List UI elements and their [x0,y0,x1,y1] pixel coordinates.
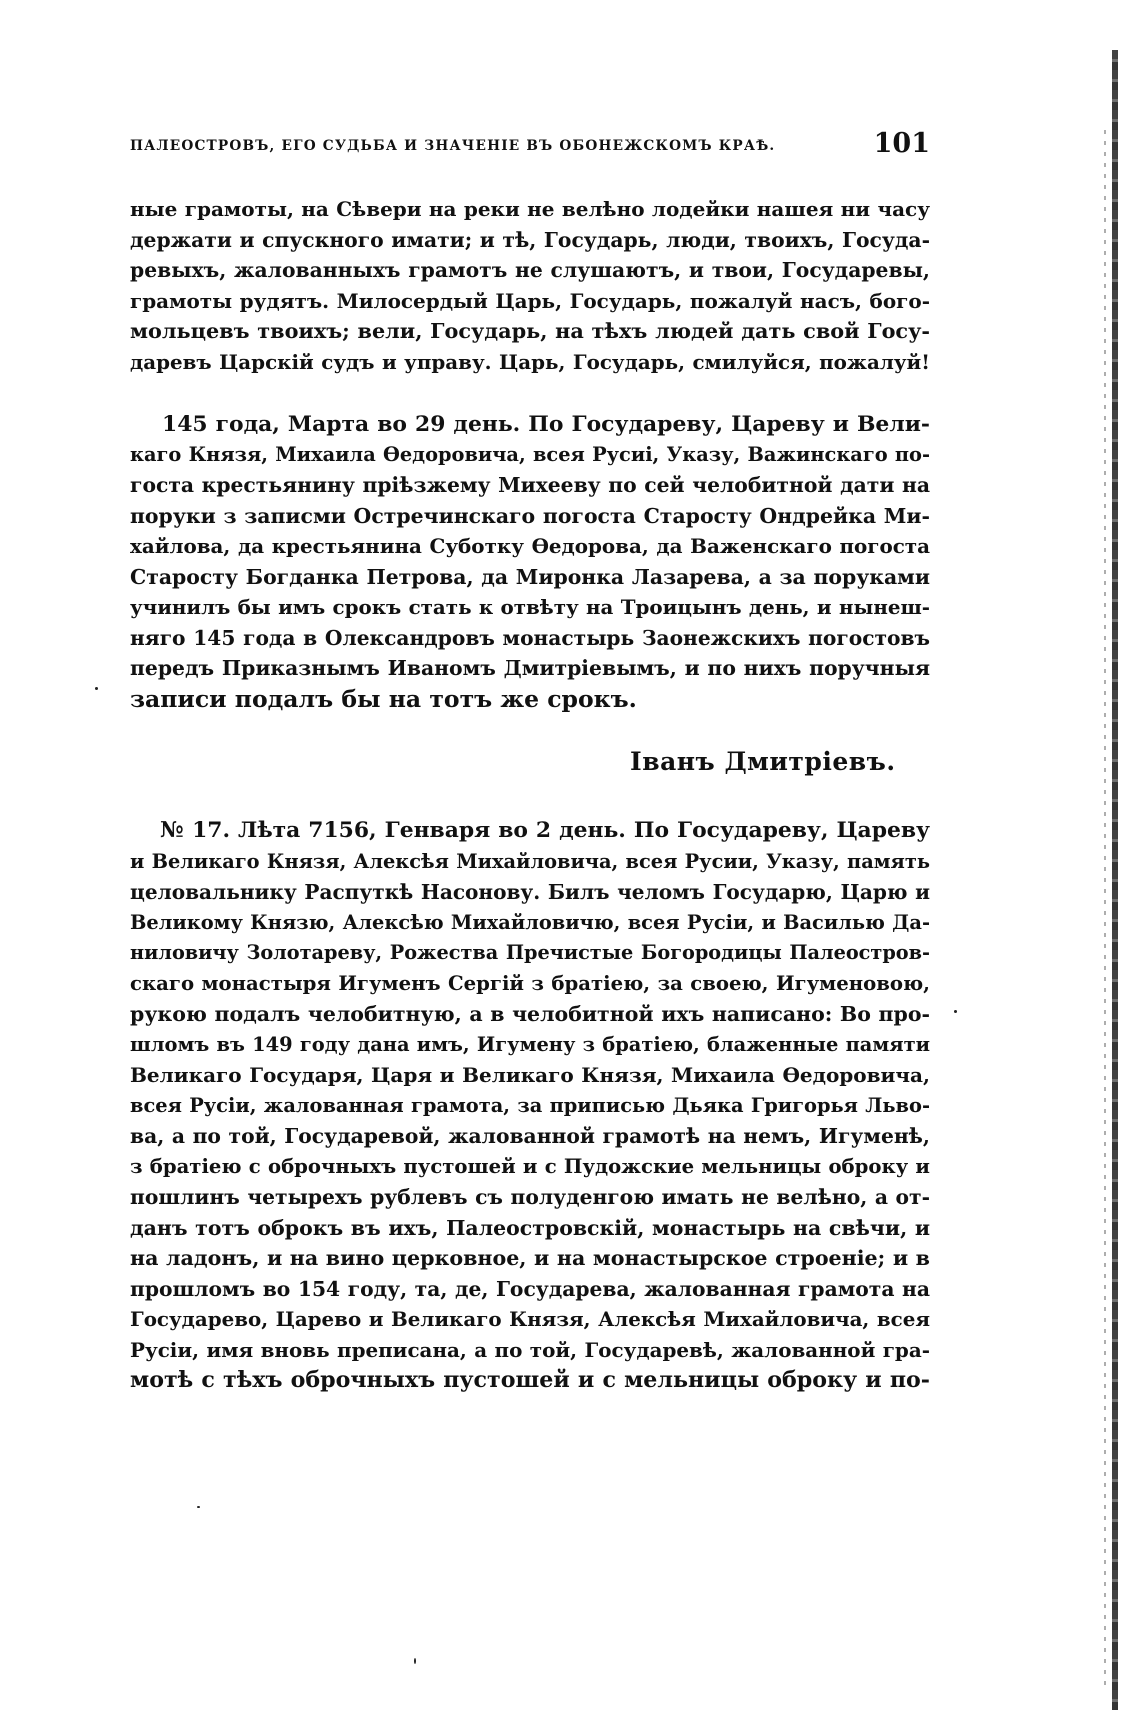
paragraph-resolution [130,409,930,714]
text-line: учинилъ бы имъ срокъ стать к отвѣту на Троицынъ день, и нынеш- [130,595,930,619]
text-line: грамоты рудятъ. Милосердый Царь, Государь, пожалуй насъ, бого- [130,288,930,313]
scan-speck [95,687,98,690]
paragraph-document-17 [130,816,930,1396]
text-line: Старосту Богданка Петрова, да Миронка Лазарева, а за поруками [130,564,930,589]
text-line: на ладонъ, и на вино церковное, и на монастырское строеніе; и в [130,1246,930,1270]
scan-speck [414,1658,416,1664]
text-line: прошломъ во 154 году, та, де, Государева, жалованная грамота на [130,1276,930,1301]
text-line: Русіи, имя вновь преписана, а по той, Государевѣ, жалованной гра- [130,1337,930,1362]
text-line: поруки з записми Остречинскаго погоста Старосту Ондрейка Ми- [130,503,930,528]
text-line: № 17. Лѣта 7156, Генваря во 2 день. По Государеву, Цареву [160,818,930,843]
text-line: передъ Приказнымъ Иваномъ Дмитріевымъ, и по нихъ поручныя [130,656,930,680]
text-line: всея Русіи, жалованная грамота, за приписью Дьяка Григорья Льво- [130,1093,930,1117]
text-line: ва, а по той, Государевой, жалованной грамотѣ на немъ, Игуменѣ, [130,1124,930,1148]
scan-edge-artifact [1112,50,1118,1710]
text-line: з братіею с оброчныхъ пустошей и с Пудожские мельницы оброку и [130,1154,930,1178]
text-line: мотѣ с тѣхъ оброчныхъ пустошей и с мельницы оброку и по- [130,1367,930,1393]
paragraph-petition-end [130,194,930,377]
text-line: няго 145 года в Олександровъ монастырь Заонежскихъ погостовъ [130,625,930,650]
text-line: держати и спускного имати; и тѣ, Государь, люди, твоихъ, Госуда- [130,227,930,252]
text-line: скаго монастыря Игуменъ Сергій з братіею, за своею, Игуменовою, [130,971,930,995]
text-line: ные грамоты, на Сѣвери на реки не велѣно лодейки нашея ни часу [130,197,930,221]
text-line: ревыхъ, жалованныхъ грамотъ не слушаютъ, и твои, Государевы, [130,258,930,282]
text-line: ниловичу Золотареву, Рожества Пречистые Богородицы Палеостров- [130,941,930,964]
text-line: Государево, Царево и Великаго Князя, Алексѣя Михайловича, всея [130,1307,930,1331]
text-line: целовальнику Распуткѣ Насонову. Билъ челомъ Государю, Царю и [130,880,930,904]
text-line: рукою подалъ челобитную, а в челобитной ихъ написано: Во про- [130,1002,930,1026]
scan-speck [197,1506,200,1508]
text-line: каго Князя, Михаила Өедоровича, всея Русиі, Указу, Важинскаго по- [130,442,930,466]
text-line: Великаго Государя, Царя и Великаго Князя, Михаила Өедоровича, [130,1063,930,1087]
text-line: данъ тотъ оброкъ въ ихъ, Палеостровскій, монастырь на свѣчи, и [130,1215,930,1240]
text-line: Великому Князю, Алексѣю Михайловичю, всея Русіи, и Василью Да- [130,910,930,934]
page-number: 101 [873,128,930,159]
text-line: и Великаго Князя, Алексѣя Михайловича, всея Русии, Указу, память [130,849,930,873]
page-header [130,128,930,168]
text-line: шломъ въ 149 году дана имъ, Игумену з братіею, блаженные памяти [130,1032,930,1056]
text-line: даревъ Царскій судъ и управу. Царь, Государь, смилуйся, пожалуй! [130,349,930,374]
text-line: 145 года, Марта во 29 день. По Государеву, Цареву и Вели- [162,411,930,437]
text-line: пошлинъ четырехъ рублевъ съ полуденгою имать не велѣно, а от- [130,1185,930,1209]
signature: Іванъ Дмитріевъ. [630,747,896,776]
text-line: госта крестьянину пріѣзжему Михееву по сей челобитной дати на [130,473,930,497]
scan-edge-artifact-inner [1104,130,1106,1690]
running-head: ПАЛЕОСТРОВЪ, ЕГО СУДЬБА И ЗНАЧЕНІЕ ВЪ ОБОНЕЖСКОМЪ КРАѢ. [130,138,776,154]
text-line: хайлова, да крестьянина Суботку Өедорова, да Важенскаго погоста [130,534,930,558]
text-line: мольцевъ твоихъ; вели, Государь, на тѣхъ людей дать свой Госу- [130,318,930,343]
scan-speck [954,1010,957,1013]
text-line: записи подалъ бы на тотъ же срокъ. [130,684,637,713]
